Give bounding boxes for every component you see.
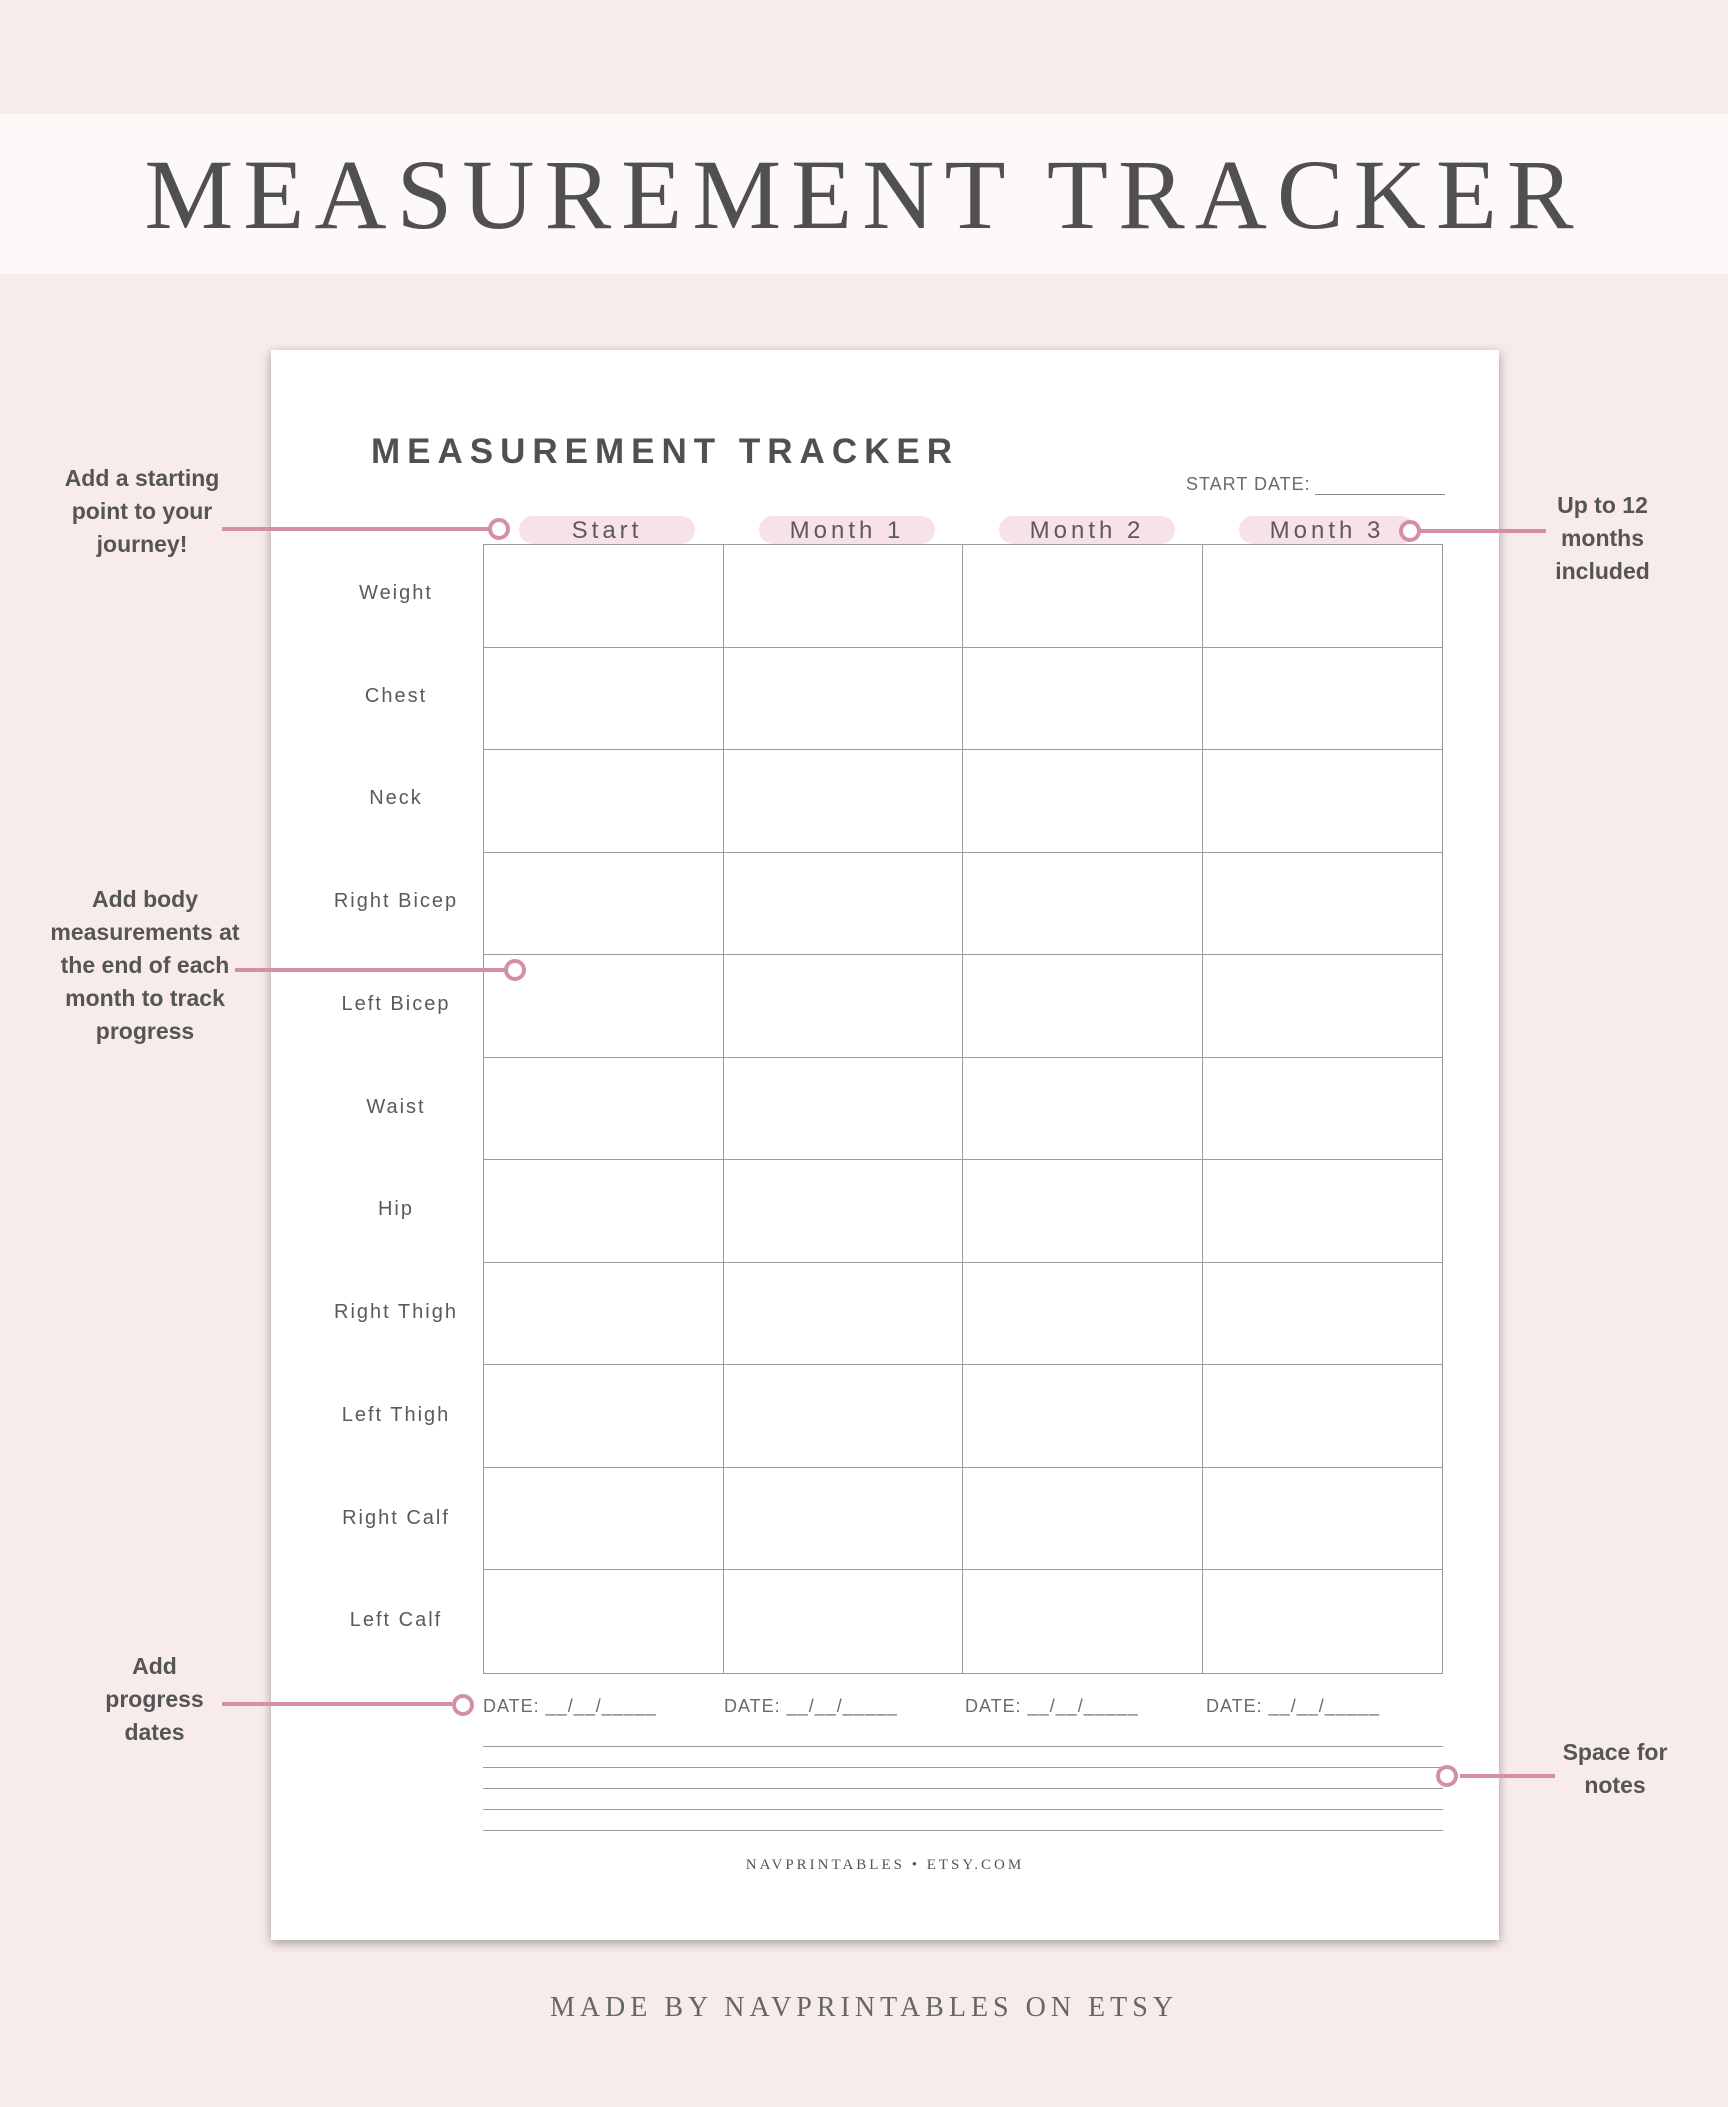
measurement-cell — [1203, 1058, 1443, 1161]
measurement-cell — [1203, 648, 1443, 751]
callout-dot-body — [504, 959, 526, 981]
measurement-cell — [963, 853, 1203, 956]
notes-line — [483, 1788, 1443, 1789]
measurement-cell — [724, 1058, 964, 1161]
callout-dot-notes — [1436, 1765, 1458, 1787]
callout-leader-body — [235, 968, 507, 972]
measurement-cell — [724, 1263, 964, 1366]
notes-line — [483, 1830, 1443, 1831]
measurement-cell — [963, 1468, 1203, 1571]
measurement-cell — [1203, 853, 1443, 956]
measurement-cell — [724, 955, 964, 1058]
start-date-label: START DATE: — [1186, 474, 1311, 494]
callout-leader-notes — [1460, 1774, 1555, 1778]
callout-starting-point: Add a starting point to your journey! — [64, 465, 220, 557]
measurement-cell — [963, 1058, 1203, 1161]
measurement-cell — [1203, 1160, 1443, 1263]
measurement-cell — [1203, 1263, 1443, 1366]
measurement-grid — [483, 544, 1443, 1674]
measurement-cell — [484, 648, 724, 751]
row-label-neck: Neck — [369, 787, 423, 809]
measurement-cell — [724, 1468, 964, 1571]
column-header-month-1: Month 1 — [759, 516, 935, 544]
measurement-cell — [484, 1365, 724, 1468]
measurement-cell — [724, 648, 964, 751]
measurement-cell — [1203, 750, 1443, 853]
measurement-cell — [484, 1058, 724, 1161]
callout-notes: Space for notes — [1562, 1739, 1668, 1798]
column-header-month-3: Month 3 — [1239, 516, 1415, 544]
measurement-cell — [1203, 1468, 1443, 1571]
callout-progress-dates: Add progress dates — [105, 1653, 204, 1745]
row-label-left-bicep: Left Bicep — [341, 993, 451, 1015]
date-label-month-2: DATE: __/__/_____ — [965, 1696, 1139, 1716]
callout-leader-dates — [222, 1702, 452, 1706]
measurement-cell — [484, 1160, 724, 1263]
measurement-cell — [484, 1263, 724, 1366]
date-label-month-3: DATE: __/__/_____ — [1206, 1696, 1380, 1716]
measurement-cell — [484, 1570, 724, 1673]
callout-dot-start — [488, 518, 510, 540]
callout-leader-start — [222, 527, 492, 531]
measurement-cell — [724, 853, 964, 956]
callout-dot-months — [1399, 520, 1421, 542]
measurement-cell — [963, 750, 1203, 853]
measurement-cell — [724, 1160, 964, 1263]
callout-leader-months — [1420, 529, 1546, 533]
measurement-cell — [1203, 545, 1443, 648]
date-label-start: DATE: __/__/_____ — [483, 1696, 657, 1716]
row-label-left-thigh: Left Thigh — [341, 1404, 451, 1426]
row-label-hip: Hip — [377, 1198, 414, 1220]
measurement-cell — [963, 1570, 1203, 1673]
sheet-footer: NAVPRINTABLES • ETSY.COM — [745, 1857, 1025, 1873]
measurement-cell — [724, 1570, 964, 1673]
column-header-start: Start — [519, 516, 695, 544]
measurement-cell — [1203, 1365, 1443, 1468]
row-label-right-calf: Right Calf — [342, 1507, 450, 1529]
measurement-cell — [1203, 1570, 1443, 1673]
measurement-cell — [484, 545, 724, 648]
callout-dot-dates — [452, 1694, 474, 1716]
measurement-cell — [963, 1160, 1203, 1263]
measurement-cell — [963, 955, 1203, 1058]
callout-months: Up to 12 months included — [1555, 492, 1650, 584]
notes-line — [483, 1767, 1443, 1768]
measurement-cell — [724, 750, 964, 853]
measurement-cell — [484, 853, 724, 956]
row-label-right-bicep: Right Bicep — [333, 890, 459, 912]
measurement-cell — [724, 545, 964, 648]
measurement-cell — [963, 1365, 1203, 1468]
sheet-title: MEASUREMENT TRACKER — [371, 432, 959, 471]
banner-title: MEASUREMENT TRACKER — [144, 138, 1584, 250]
measurement-cell — [963, 1263, 1203, 1366]
header-banner — [0, 114, 1728, 274]
date-label-month-1: DATE: __/__/_____ — [724, 1696, 898, 1716]
row-label-right-thigh: Right Thigh — [334, 1301, 458, 1323]
measurement-cell — [484, 1468, 724, 1571]
start-date-line — [1315, 476, 1445, 495]
measurement-cell — [963, 545, 1203, 648]
row-label-weight: Weight — [359, 582, 433, 604]
callout-body-measurements: Add body measurements at the end of each month to track progress — [50, 886, 240, 1044]
bottom-credit: MADE BY NAVPRINTABLES ON ETSY — [549, 1992, 1179, 2023]
column-header-month-2: Month 2 — [999, 516, 1175, 544]
measurement-cell — [484, 750, 724, 853]
notes-line — [483, 1809, 1443, 1810]
row-label-chest: Chest — [364, 685, 428, 707]
notes-line — [483, 1746, 1443, 1747]
row-label-waist: Waist — [366, 1096, 426, 1118]
row-label-left-calf: Left Calf — [349, 1609, 443, 1631]
measurement-cell — [1203, 955, 1443, 1058]
measurement-cell — [963, 648, 1203, 751]
start-date-field — [1186, 474, 1445, 495]
measurement-cell — [724, 1365, 964, 1468]
